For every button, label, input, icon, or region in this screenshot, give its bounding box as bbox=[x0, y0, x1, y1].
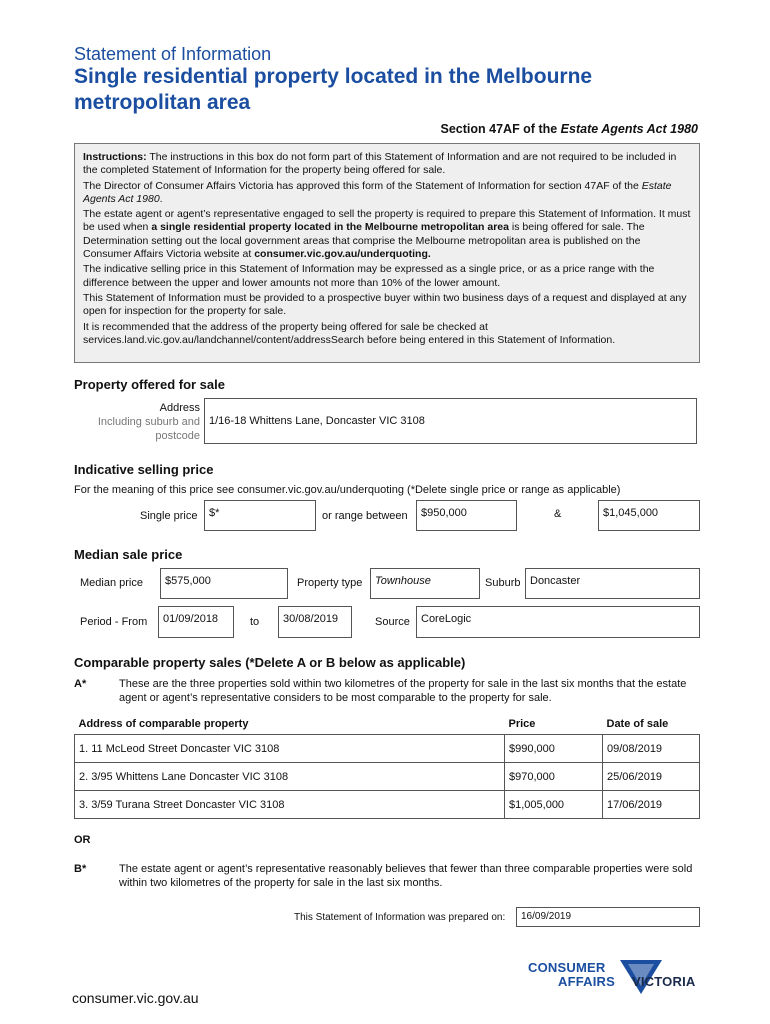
column-price: Price bbox=[508, 718, 536, 730]
suburb-field[interactable]: Doncaster bbox=[525, 568, 700, 599]
price-heading: Indicative selling price bbox=[74, 462, 214, 477]
logo-line-3: VICTORIA bbox=[632, 974, 696, 989]
instructions-p5: This Statement of Information must be provided to a prospective buyer within two business days of a request and displayed at any open for inspection for the property for sale. bbox=[83, 291, 687, 318]
section-act: Estate Agents Act 1980 bbox=[560, 122, 698, 136]
prepared-label: This Statement of Information was prepared on: bbox=[294, 912, 506, 923]
property-type-label: Property type bbox=[297, 577, 363, 589]
column-address: Address of comparable property bbox=[78, 718, 249, 730]
table-row bbox=[75, 791, 700, 819]
range-ampersand: & bbox=[554, 508, 562, 520]
single-price-label: Single price bbox=[140, 510, 198, 522]
section-reference bbox=[441, 122, 698, 136]
instructions-p1-text: The instructions in this box do not form part of this Statement of Information and are not required to be included in the completed Statement of Information for the property being offered for sale. bbox=[83, 151, 677, 177]
instructions-p2-a: The Director of Consumer Affairs Victoria has approved this form of the Statement of Information for section 47AF of the bbox=[83, 179, 642, 192]
instructions-p3-b: is being offered for sale. The Determination setting out the local government areas that comprise the Melbourne metropolitan area is published on the Consumer Affairs Victoria website at bbox=[83, 221, 645, 261]
option-b-text: The estate agent or agent’s representative reasonably believes that fewer than three comparable properties were sold within two kilometres of the property for sale in the last six months. bbox=[119, 863, 693, 889]
instructions-url: consumer.vic.gov.au/underquoting. bbox=[254, 248, 431, 261]
instructions-p6: It is recommended that the address of the property being offered for sale be checked at services.land.vic.gov.au/landchannel/content/addressSearch before being entered in this Statement of Information. bbox=[83, 320, 616, 346]
row-date[interactable]: 09/08/2019 bbox=[603, 735, 700, 763]
footer-url[interactable]: consumer.vic.gov.au bbox=[72, 990, 199, 1006]
address-label: Address bbox=[159, 402, 200, 414]
document-kicker: Statement of Information bbox=[74, 44, 272, 64]
option-a-text: These are the three properties sold within two kilometres of the property for sale in the last six months that the estate agent or agent’s representative considers to be most comparable to the property for sale. bbox=[119, 678, 687, 704]
prepared-date-field[interactable]: 16/09/2019 bbox=[516, 907, 700, 927]
consumer-affairs-victoria-logo bbox=[528, 958, 700, 998]
period-from-label: Period - From bbox=[80, 616, 148, 628]
row-price[interactable]: $970,000 bbox=[505, 763, 603, 791]
option-b-label: B* bbox=[74, 863, 87, 875]
price-note: For the meaning of this price see consumer.vic.gov.au/underquoting (*Delete single price or range as applicable) bbox=[74, 484, 621, 496]
instructions-p2-b: . bbox=[159, 192, 163, 205]
instructions-p2-act: Estate Agents Act 1980 bbox=[83, 179, 672, 205]
instructions-p1 bbox=[83, 151, 691, 178]
table-row bbox=[75, 735, 700, 763]
period-to-field[interactable]: 30/08/2019 bbox=[278, 606, 352, 638]
row-address[interactable]: 1. 11 McLeod Street Doncaster VIC 3108 bbox=[75, 735, 505, 763]
row-date[interactable]: 25/06/2019 bbox=[603, 763, 700, 791]
range-low-field[interactable]: $950,000 bbox=[416, 500, 517, 531]
property-heading: Property offered for sale bbox=[74, 377, 225, 392]
instructions-p3-a: The estate agent or agent’s representative engaged to sell the property is required to prepare this Statement of Information. It must be used when bbox=[83, 208, 691, 234]
or-label: OR bbox=[74, 834, 91, 846]
instructions-p4: The indicative selling price in this Statement of Information may be expressed as a single price, or as a price range with the difference between the upper and lower amounts not more than 10% of the lower amount. bbox=[83, 263, 655, 289]
median-price-field[interactable]: $575,000 bbox=[160, 568, 288, 599]
instructions-box bbox=[74, 143, 700, 363]
comparable-table-header bbox=[75, 714, 700, 735]
instructions-label: Instructions: bbox=[83, 151, 147, 163]
address-field[interactable]: 1/16-18 Whittens Lane, Doncaster VIC 3108 bbox=[204, 398, 697, 444]
row-price[interactable]: $990,000 bbox=[505, 735, 603, 763]
comparable-table bbox=[74, 714, 700, 819]
address-including-label: Including suburb and bbox=[97, 416, 200, 428]
median-price-label: Median price bbox=[80, 577, 143, 589]
section-prefix: Section 47AF of the bbox=[440, 122, 561, 136]
instructions-p3 bbox=[83, 208, 691, 261]
instructions-p2 bbox=[83, 180, 691, 207]
source-field[interactable]: CoreLogic bbox=[416, 606, 700, 638]
property-type-field[interactable]: Townhouse bbox=[370, 568, 480, 599]
document-title: Single residential property located in the Melbourne metropolitan area bbox=[74, 65, 593, 114]
range-label: or range between bbox=[322, 510, 408, 522]
single-price-field[interactable]: $* bbox=[204, 500, 316, 531]
comparable-heading: Comparable property sales (*Delete A or B below as applicable) bbox=[74, 655, 466, 670]
row-price[interactable]: $1,005,000 bbox=[505, 791, 603, 819]
row-date[interactable]: 17/06/2019 bbox=[603, 791, 700, 819]
logo-line-2: AFFAIRS bbox=[558, 974, 616, 989]
logo-line-1: CONSUMER bbox=[528, 960, 606, 975]
table-row bbox=[75, 763, 700, 791]
option-a-label: A* bbox=[74, 678, 87, 690]
period-from-field[interactable]: 01/09/2018 bbox=[158, 606, 234, 638]
instructions-p3-bold: a single residential property located in the Melbourne metropolitan area bbox=[151, 221, 509, 234]
row-address[interactable]: 3. 3/59 Turana Street Doncaster VIC 3108 bbox=[75, 791, 505, 819]
column-date: Date of sale bbox=[606, 718, 669, 730]
row-address[interactable]: 2. 3/95 Whittens Lane Doncaster VIC 3108 bbox=[75, 763, 505, 791]
range-high-field[interactable]: $1,045,000 bbox=[598, 500, 700, 531]
suburb-label: Suburb bbox=[485, 577, 521, 589]
address-postcode-label: postcode bbox=[155, 430, 200, 442]
median-heading: Median sale price bbox=[74, 547, 183, 562]
period-to-label: to bbox=[250, 616, 260, 628]
source-label: Source bbox=[375, 616, 410, 628]
